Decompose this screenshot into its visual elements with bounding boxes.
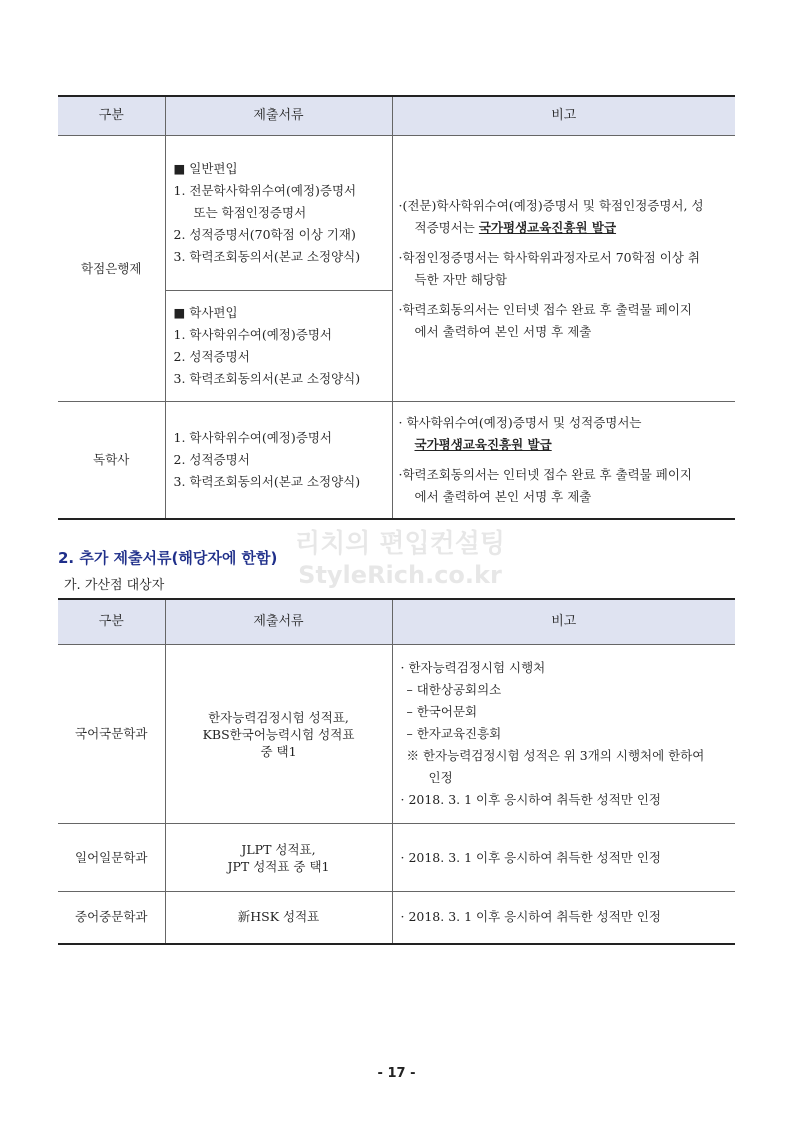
document-item: 3. 학력조회동의서(본교 소정양식) bbox=[173, 473, 361, 489]
block-title: ■ 일반편입 bbox=[173, 161, 238, 176]
note-line: · 2018. 3. 1 이후 응시하여 취득한 성적만 인정 bbox=[400, 909, 661, 925]
header-notes: 비고 bbox=[392, 96, 735, 136]
note-line: ·학력조회동의서는 인터넷 접수 완료 후 출력물 페이지 bbox=[398, 301, 692, 317]
category-cell: 중어중문학과 bbox=[75, 909, 148, 925]
note-line: 인정 bbox=[428, 770, 453, 785]
document-item: KBS한국어능력시험 성적표 bbox=[202, 726, 355, 742]
document-item: JLPT 성적표, bbox=[241, 841, 316, 857]
note-line: 에서 출력하여 본인 서명 후 제출 bbox=[414, 323, 592, 339]
note-line: 적증명서는 국가평생교육진흥원 발급 bbox=[414, 219, 617, 235]
note-line: · 2018. 3. 1 이후 응시하여 취득한 성적만 인정 bbox=[400, 792, 661, 807]
section-subtitle: 가. 가산점 대상자 bbox=[64, 578, 165, 593]
note-line: · 한자능력검정시험 시행처 bbox=[400, 660, 546, 675]
document-item: 한자능력검정시험 성적표, bbox=[208, 709, 349, 725]
document-item: JPT 성적표 중 택1 bbox=[227, 858, 330, 874]
note-line: ·학력조회동의서는 인터넷 접수 완료 후 출력물 페이지 bbox=[398, 466, 692, 482]
documents-cell-general-transfer bbox=[165, 136, 392, 291]
header-documents: 제출서류 bbox=[165, 599, 392, 645]
table-row bbox=[58, 645, 735, 824]
documents-cell-bachelor-transfer bbox=[165, 291, 392, 402]
section-title: 2. 추가 제출서류(해당자에 한함) bbox=[58, 549, 278, 567]
watermark-logo: 리치의 편입컨설팅 StyleRich.co.kr bbox=[295, 529, 505, 589]
document-item: 2. 성적증명서(70학점 이상 기재) bbox=[173, 227, 356, 242]
document-item: 3. 학력조회동의서(본교 소정양식) bbox=[173, 249, 361, 264]
notes-cell bbox=[392, 402, 735, 519]
category-cell: 국어국문학과 bbox=[58, 645, 165, 824]
document-item: 3. 학력조회동의서(본교 소정양식) bbox=[173, 371, 361, 386]
note-line: 에서 출력하여 본인 서명 후 제출 bbox=[414, 488, 592, 504]
note-line: ·(전문)학사학위수여(예정)증명서 및 학점인정증명서, 성 bbox=[398, 197, 704, 213]
category-cell: 학점은행제 bbox=[58, 136, 165, 402]
highlight-text: 국가평생교육진흥원 발급 bbox=[414, 436, 552, 452]
note-line: 득한 자만 해당함 bbox=[414, 271, 507, 287]
notes-cell bbox=[392, 136, 735, 402]
submission-documents-table bbox=[58, 95, 735, 520]
note-line: ※ 한자능력검정시험 성적은 위 3개의 시행처에 한하여 bbox=[406, 748, 705, 763]
documents-cell bbox=[165, 402, 392, 519]
category-cell: 독학사 bbox=[93, 451, 130, 467]
table-row bbox=[58, 892, 735, 944]
bonus-points-table bbox=[58, 598, 735, 945]
table-row bbox=[58, 824, 735, 892]
note-line: · 학사학위수여(예정)증명서 및 성적증명서는 bbox=[398, 414, 642, 430]
table-row bbox=[58, 136, 735, 291]
document-item: 新HSK 성적표 bbox=[237, 909, 320, 925]
note-line: – 한국어문회 bbox=[406, 704, 478, 719]
note-line: – 대한상공회의소 bbox=[406, 682, 502, 697]
category-cell: 일어일문학과 bbox=[58, 824, 165, 892]
document-item: 또는 학점인정증명서 bbox=[193, 205, 307, 220]
header-notes: 비고 bbox=[392, 599, 735, 645]
document-item: 1. 전문학사학위수여(예정)증명서 bbox=[173, 183, 357, 198]
note-line: · 2018. 3. 1 이후 응시하여 취득한 성적만 인정 bbox=[400, 849, 661, 865]
block-title: ■ 학사편입 bbox=[173, 305, 238, 320]
document-item: 2. 성적증명서 bbox=[173, 349, 250, 364]
document-item: 중 택1 bbox=[260, 743, 297, 759]
documents-cell bbox=[165, 824, 392, 892]
header-category: 구분 bbox=[58, 599, 165, 645]
header-documents: 제출서류 bbox=[165, 96, 392, 136]
document-item: 2. 성적증명서 bbox=[173, 451, 250, 467]
document-item: 1. 학사학위수여(예정)증명서 bbox=[173, 429, 332, 445]
highlight-text: 국가평생교육진흥원 발급 bbox=[478, 219, 617, 235]
notes-cell bbox=[392, 645, 735, 824]
documents-cell bbox=[165, 645, 392, 824]
page-number: - 17 - bbox=[377, 1066, 416, 1081]
table-header-row bbox=[58, 599, 735, 645]
header-category: 구분 bbox=[58, 96, 165, 136]
documents-cell bbox=[165, 892, 392, 944]
notes-cell bbox=[392, 892, 735, 944]
note-line: – 한자교육진흥회 bbox=[406, 726, 502, 741]
document-item: 1. 학사학위수여(예정)증명서 bbox=[173, 327, 332, 342]
notes-cell bbox=[392, 824, 735, 892]
table-header-row bbox=[58, 96, 735, 136]
note-line: ·학점인정증명서는 학사학위과정자로서 70학점 이상 취 bbox=[398, 249, 700, 265]
note-line bbox=[399, 434, 732, 456]
table-row bbox=[58, 402, 735, 519]
